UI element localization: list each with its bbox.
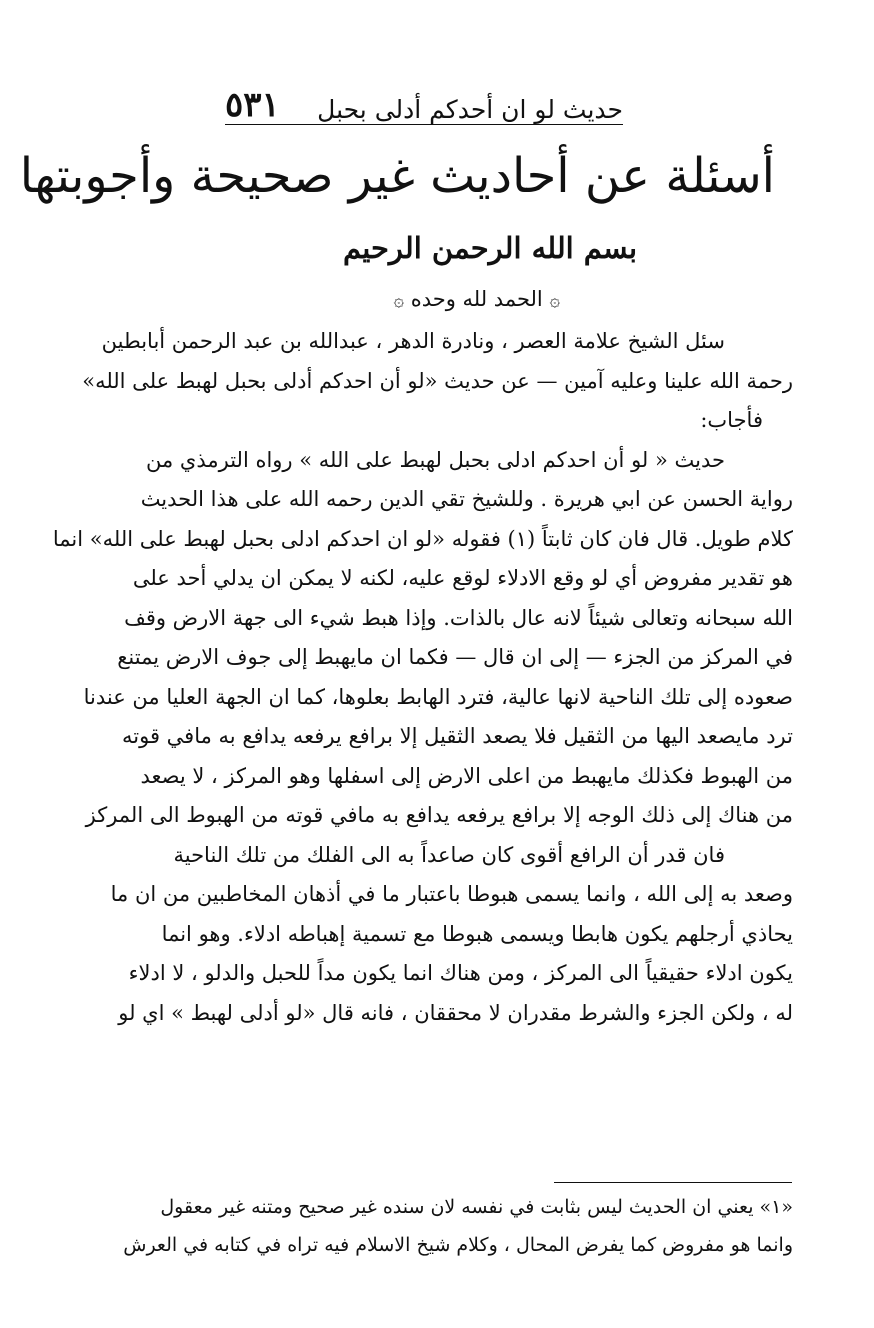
body-line: يحاذي أرجلهم يكون هابطا ويسمى هبوطا مع تسمية إهباطه ادلاء. وهو انما: [161, 921, 793, 946]
chapter-title: أسئلة عن أحاديث غير صحيحة وأجوبتها: [19, 148, 775, 204]
footnote-line: «١» يعني ان الحديث ليس بثابت في نفسه لان سنده غير صحيح ومتنه غير معقول: [160, 1196, 793, 1218]
body-line: حديث « لو أن احدكم ادلى بحبل لهبط على الله » رواه الترمذي من: [146, 447, 725, 472]
page-header: [225, 82, 623, 125]
body-line: يكون ادلاء حقيقياً الى المركز ، ومن هناك انما يكون مداً للحبل والدلو ، لا ادلاء: [128, 961, 793, 985]
basmala: بسم الله الرحمن الرحيم: [342, 231, 638, 265]
page-number: ٥٣١: [225, 85, 280, 125]
body-line: رحمة الله علينا وعليه آمين — عن حديث «لو أن احدكم أدلى بحبل لهبط على الله»: [82, 368, 793, 393]
body-line: صعوده إلى تلك الناحية لانها عالية، فترد الهابط بعلوها، كما ان الجهة العليا من عندنا: [83, 684, 793, 709]
body-line: له ، ولكن الجزء والشرط مقدران لا محققان ، فانه قال «لو أدلى لهبط » اي لو: [118, 1000, 793, 1025]
body-line: رواية الحسن عن ابي هريرة . وللشيخ تقي الدين رحمه الله على هذا الحديث: [140, 487, 793, 511]
ornament-right-icon: ۞: [549, 290, 560, 311]
ornament-left-icon: ۞: [393, 290, 405, 311]
footnote-rule: [554, 1182, 792, 1183]
body-line: هو تقدير مفروض أي لو وقع الادلاء لوقع عليه، لكنه لا يمكن ان يدلي أحد على: [132, 566, 793, 590]
body-text: [52, 322, 793, 1033]
body-line: فأجاب:: [700, 408, 763, 432]
body-line: فان قدر أن الرافع أقوى كان صاعداً به الى الفلك من تلك الناحية: [173, 842, 725, 867]
hamdala-line: [393, 282, 560, 316]
hamdala-text: الحمد لله وحده: [410, 287, 543, 311]
body-line: من الهبوط فكذلك مايهبط من اعلى الارض إلى اسفلها وهو المركز ، لا يصعد: [140, 763, 793, 788]
header-rule: [225, 124, 623, 125]
body-line: من هناك إلى ذلك الوجه إلا برافع يرفعه يدافع به مافي قوته من الهبوط الى المركز: [85, 803, 793, 827]
body-line: وصعد به إلى الله ، وانما يسمى هبوطا باعتبار ما في أذهان المخاطبين من ان ما: [110, 882, 793, 906]
body-line: في المركز من الجزء — إلى ان قال — فكما ان مايهبط إلى جوف الارض يمتنع: [117, 645, 793, 669]
body-line: الله سبحانه وتعالى شيئاً لانه عال بالذات. وإذا هبط شيء الى جهة الارض وقف: [124, 605, 793, 630]
body-line: سئل الشيخ علامة العصر ، ونادرة الدهر ، عبدالله بن عبد الرحمن أبابطين: [101, 329, 725, 353]
running-title: حديث لو ان أحدكم أدلى بحبل: [317, 95, 623, 124]
body-line: كلام طويل. قال فان كان ثابتاً (١) فقوله «لو ان احدكم ادلى بحبل لهبط على الله» انما: [52, 526, 793, 551]
footnote-line: وانما هو مفروض كما يفرض المحال ، وكلام شيخ الاسلام فيه تراه في كتابه في العرش: [123, 1234, 793, 1256]
body-line: ترد مايصعد اليها من الثقيل فلا يصعد الثقيل إلا برافع يرفعه يدافع به مافي قوته: [122, 724, 793, 748]
footnotes: [123, 1188, 793, 1264]
